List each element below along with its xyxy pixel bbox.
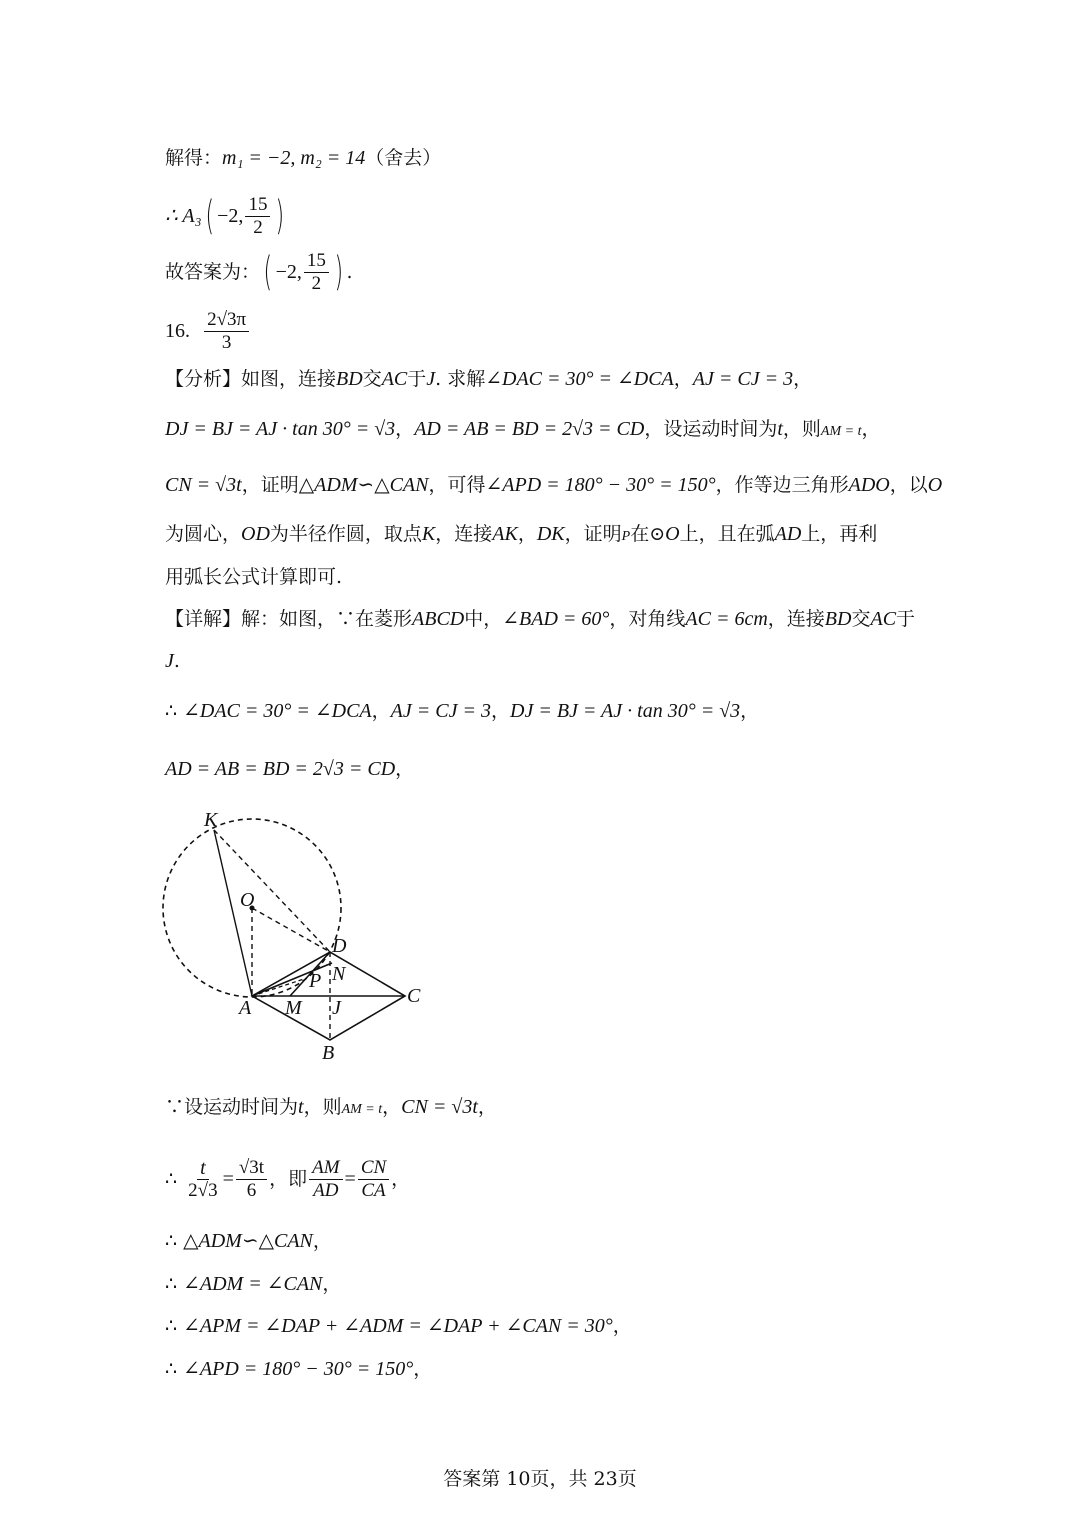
fraction [245,194,270,239]
text: ，以 [889,474,928,496]
text: ， [391,1168,411,1190]
math: AD = AB = BD = 2√3 = CD [165,758,396,780]
math: AD [774,523,802,545]
fraction [236,1157,267,1202]
denominator: 2 [253,216,263,238]
text: 交 [851,608,871,630]
label-p: P [309,970,322,992]
text: ， [312,1230,332,1252]
math: −2, [217,205,244,227]
text: . [173,650,180,672]
text: 上，且在弧 [679,523,775,545]
math: OD [241,523,270,545]
proof-line-2 [165,1154,410,1204]
text: ，连接 [767,608,825,630]
text: 交 [362,368,382,390]
note: （舍去） [365,147,442,169]
right-paren: ) [334,249,344,295]
math: J [165,650,174,672]
text: ， [322,1273,342,1295]
math: K [421,523,436,545]
a3-coordinate-line [165,193,288,239]
label: 故答案为： [165,261,261,283]
fraction [204,309,249,354]
text: ， [395,758,415,780]
math: ∠ADM = ∠CAN [183,1273,323,1295]
line-od [252,908,330,952]
therefore-symbol: ∴ [165,1358,178,1380]
text: ， [861,418,881,440]
math: DJ = BJ = AJ · tan 30° = √3 [165,418,396,440]
label-d: D [332,935,347,957]
math: DJ = BJ = AJ · tan 30° = √3 [510,700,741,722]
solve-line [165,146,441,170]
therefore-symbol: ∴ [165,1273,178,1295]
math: ABCD [412,608,465,630]
text: 于 [896,608,916,630]
denominator: 2 [311,272,322,294]
right-paren: ) [275,193,285,239]
text: ， [395,418,415,440]
math: ∠DAC = 30° = ∠DCA [183,700,372,722]
label-m: M [285,997,302,1019]
math: AJ = CJ = 3 [390,700,491,722]
denominator: 6 [246,1179,257,1201]
detail-line-3 [165,699,759,723]
text: ， [382,1096,402,1118]
numerator: AM [309,1157,342,1180]
text: ， [517,523,537,545]
label-o: O [240,889,255,911]
analysis-line-2 [165,417,881,444]
label-k: K [204,809,218,831]
therefore-symbol: ∴ [165,1315,178,1337]
text: ，证明 [564,523,622,545]
text: ， [477,1096,497,1118]
text: ，则 [782,418,821,440]
label-n: N [332,963,346,985]
math: ∠APM = ∠DAP + ∠ADM = ∠DAP + ∠CAN = 30° [183,1315,613,1337]
therefore-symbol: ∴ [165,1168,178,1190]
label-b: B [322,1042,335,1064]
fraction [309,1157,342,1202]
math: ∴ A₃ [165,205,202,227]
math: BD [336,368,363,390]
text: ，证明 [241,474,299,496]
text: ， [793,368,813,390]
text: ，则 [303,1096,342,1118]
text: ， [740,700,760,722]
proof-line-3 [165,1229,332,1253]
text: ，即 [269,1168,308,1190]
detail-line-4 [165,757,414,781]
math: AK [492,523,518,545]
math: ∠APD = 180° − 30° = 150° [183,1358,414,1380]
analysis-line-4 [165,522,877,549]
text: ，连接 [435,523,493,545]
label-c: C [407,985,421,1007]
text: 用弧长公式计算即可. [165,566,343,588]
left-paren: ( [263,249,273,295]
fraction [304,250,329,295]
math: CN = √3t [401,1096,478,1118]
equals: = [222,1168,234,1190]
page-footer: 答案第 10页，共 23页 [443,1468,637,1490]
proof-line-1 [165,1095,497,1122]
math: △ADM∽△CAN [298,474,429,496]
numerator: CN [358,1157,389,1180]
denominator: 2√3 [188,1179,218,1201]
math: AC [870,608,897,630]
text: ，设运动时间为 [644,418,778,440]
numerator: 2√3π [204,309,249,332]
label-a: A [239,997,252,1019]
text: ， [413,1358,433,1380]
detail-line-1 [165,607,915,631]
label: 解得： [165,147,223,169]
math: BD [824,608,852,630]
text: 中， [464,608,503,630]
therefore-symbol: ∴ [165,700,178,722]
math: m₁ = −2, m₂ = 14 [222,147,366,169]
label-j: J [332,997,341,1019]
numerator: 15 [245,194,270,217]
text: ，可得 [428,474,486,496]
math: AJ = CJ = 3 [692,368,794,390]
analysis-line-5 [165,565,342,589]
math: O [927,474,943,496]
text: 于 [407,368,427,390]
text: ，对角线 [609,608,686,630]
text: . 求解 [435,368,486,390]
text: ∵设运动时间为 [165,1096,299,1118]
text: ， [673,368,693,390]
equals: = [344,1168,356,1190]
text: 【详解】解：如图，∵在菱形 [165,608,413,630]
question-number: 16. [165,320,190,342]
math: AC = 6cm [685,608,768,630]
text: 【分析】如图，连接 [165,368,337,390]
line-ka [214,830,255,996]
math: DK [536,523,565,545]
math: O [665,523,680,545]
numerator: 15 [304,250,329,273]
text: ，作等边三角形 [715,474,849,496]
line-kd [214,830,330,952]
text: 上，再利 [801,523,878,545]
math: ∠APD = 180° − 30° = 150° [485,474,716,496]
period: . [346,261,353,283]
math: AD = AB = BD = 2√3 = CD [414,418,645,440]
text: 在⊙ [630,523,666,545]
analysis-line-3 [165,473,942,497]
denominator: CA [361,1179,386,1201]
left-paren: ( [205,193,214,239]
math: CN = √3t [165,474,242,496]
analysis-line-1 [165,367,812,391]
proof-line-6 [165,1357,432,1381]
answer-line [165,249,353,295]
denominator: AD [313,1179,339,1201]
text: ， [371,700,391,722]
denominator: 3 [221,331,232,353]
text: ， [490,700,510,722]
math: △ADM∽△CAN [183,1230,313,1252]
numerator: √3t [236,1157,267,1180]
math: AC [381,368,408,390]
proof-line-4 [165,1272,341,1296]
question-16-answer [165,308,251,354]
text: ， [612,1315,632,1337]
text: 为圆心， [165,523,242,545]
therefore-symbol: ∴ [165,1230,178,1252]
math: ∠DAC = 30° = ∠DCA [485,368,674,390]
numerator: t [197,1157,209,1180]
math: t [298,1096,304,1118]
math: ADO [848,474,890,496]
math: ∠BAD = 60° [502,608,610,630]
detail-line-2 [165,649,180,673]
math: J [426,368,436,390]
math: P [621,529,631,544]
math: AM = t [341,1102,383,1117]
fraction [185,1157,220,1202]
fraction [358,1157,389,1202]
math: t [777,418,783,440]
proof-line-5 [165,1314,632,1338]
math: −2, [275,261,302,283]
text: 为半径作圆，取点 [269,523,422,545]
math: AM = t [820,424,862,439]
geometry-figure [155,800,445,1070]
